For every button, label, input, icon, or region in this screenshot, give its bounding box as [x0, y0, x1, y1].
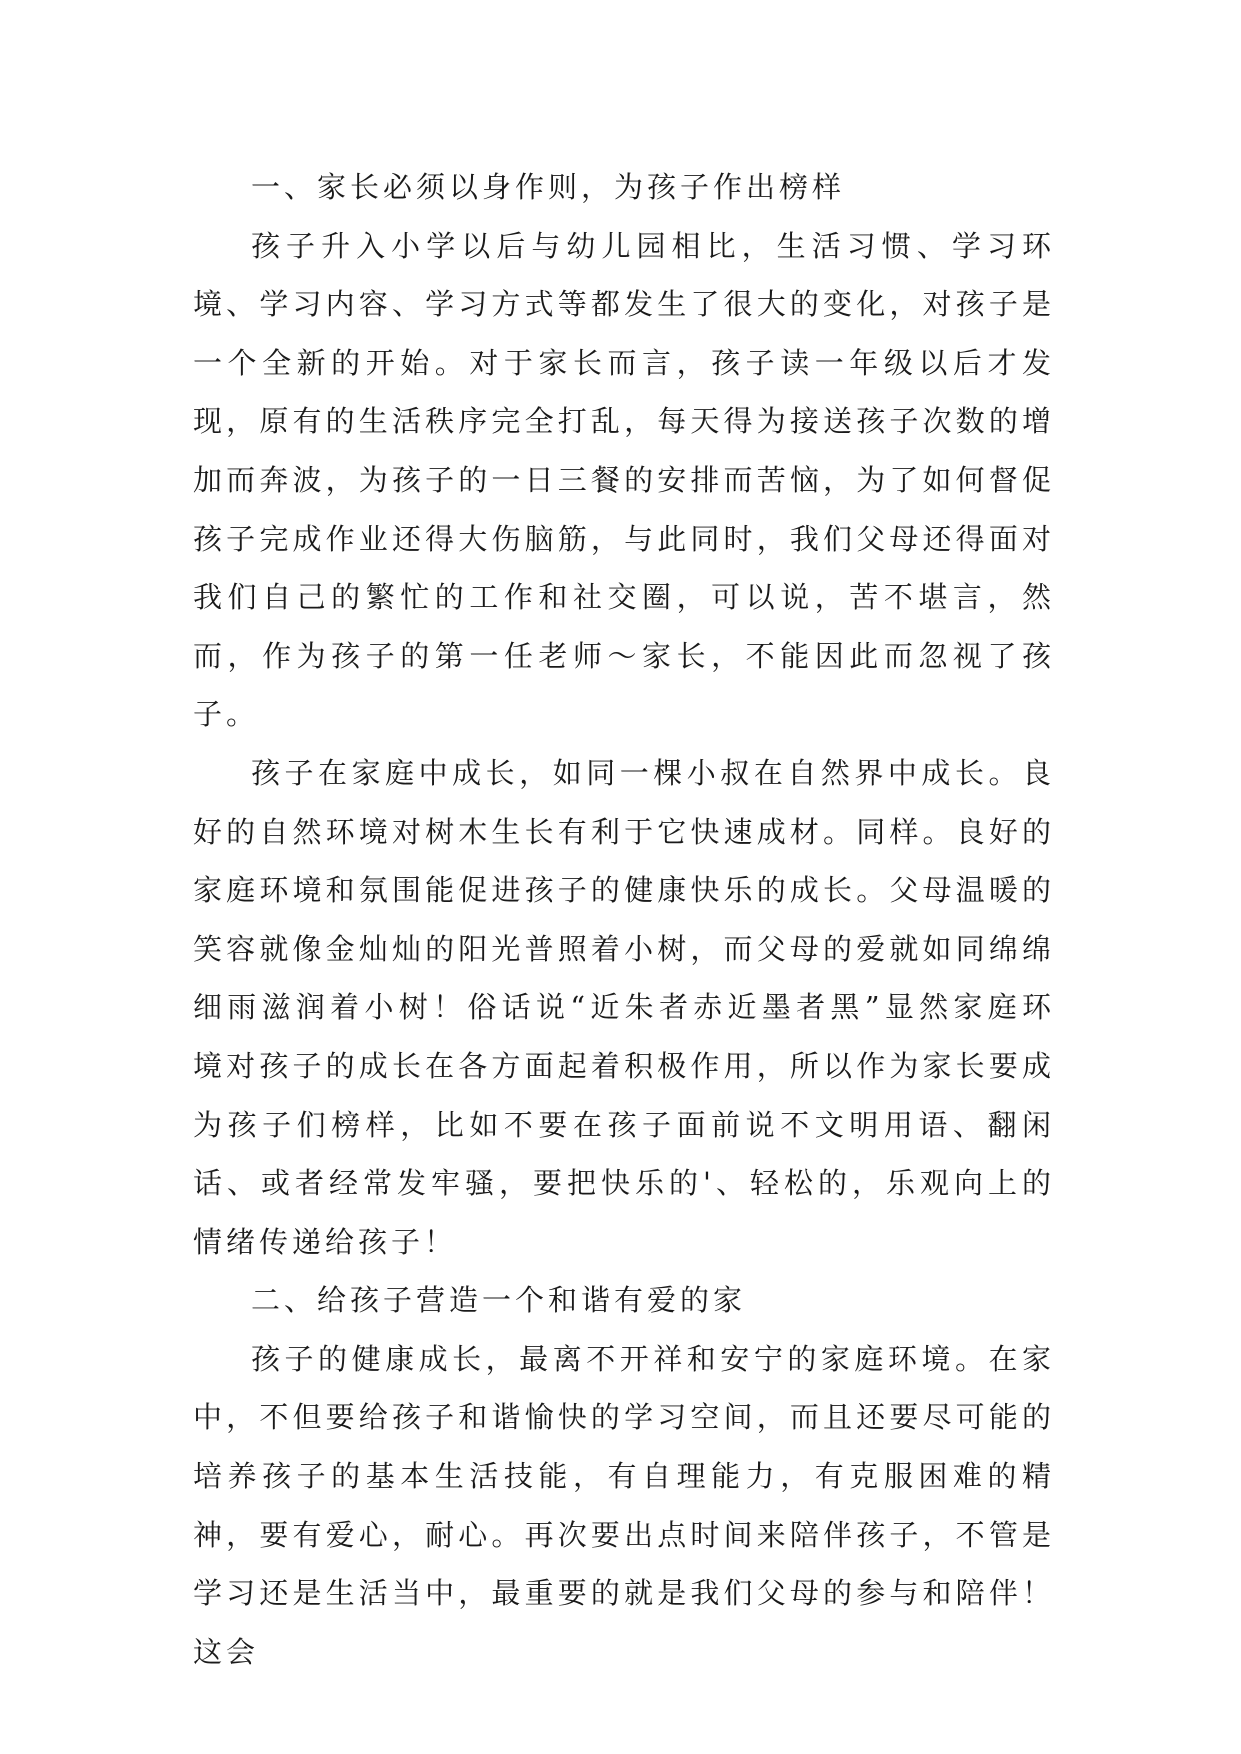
section-heading-1: 一、家长必须以身作则，为孩子作出榜样 — [251, 170, 846, 204]
document-body — [193, 158, 1055, 1681]
section-heading-2: 二、给孩子营造一个和谐有爱的家 — [251, 1283, 747, 1318]
paragraph-1: 孩子升入小学以后与幼儿园相比，生活习惯、学习环境、学习内容、学习方式等都发生了很大的变化，对孩子是一个全新的开始。对于家长而言，孩子读一年级以后才发现，原有的生活秩序完全打乱，每天得为接送孩子次数的增加而奔波，为孩子的一日三餐的安排而苦恼，为了如何督促孩子完成作业还得大伤脑筋，与此同时，我们父母还得面对我们自己的繁忙的工作和社交圈，可以说，苦不堪言，然而，作为孩子的第一任老师～家长，不能因此而忽视了孩子。 — [193, 228, 1055, 732]
paragraph-2: 孩子在家庭中成长，如同一棵小叔在自然界中成长。良好的自然环境对树木生长有利于它快速成材。同样。良好的家庭环境和氛围能促进孩子的健康快乐的成长。父母温暖的笑容就像金灿灿的阳光普照着小树，而父母的爱就如同绵绵细雨滋润着小树！俗话说“近朱者赤近墨者黑”显然家庭环境对孩子的成长在各方面起着积极作用，所以作为家长要成为孩子们榜样，比如不要在孩子面前说不文明用语、翻闲话、或者经常发牢骚，要把快乐的'、轻松的，乐观向上的情绪传递给孩子！ — [193, 755, 1055, 1259]
paragraph-3: 孩子的健康成长，最离不开祥和安宁的家庭环境。在家中，不但要给孩子和谐愉快的学习空间，而且还要尽可能的培养孩子的基本生活技能，有自理能力，有克服困难的精神，要有爱心，耐心。再次要出点时间来陪伴孩子，不管是学习还是生活当中，最重要的就是我们父母的参与和陪伴！这会 — [193, 1341, 1055, 1669]
